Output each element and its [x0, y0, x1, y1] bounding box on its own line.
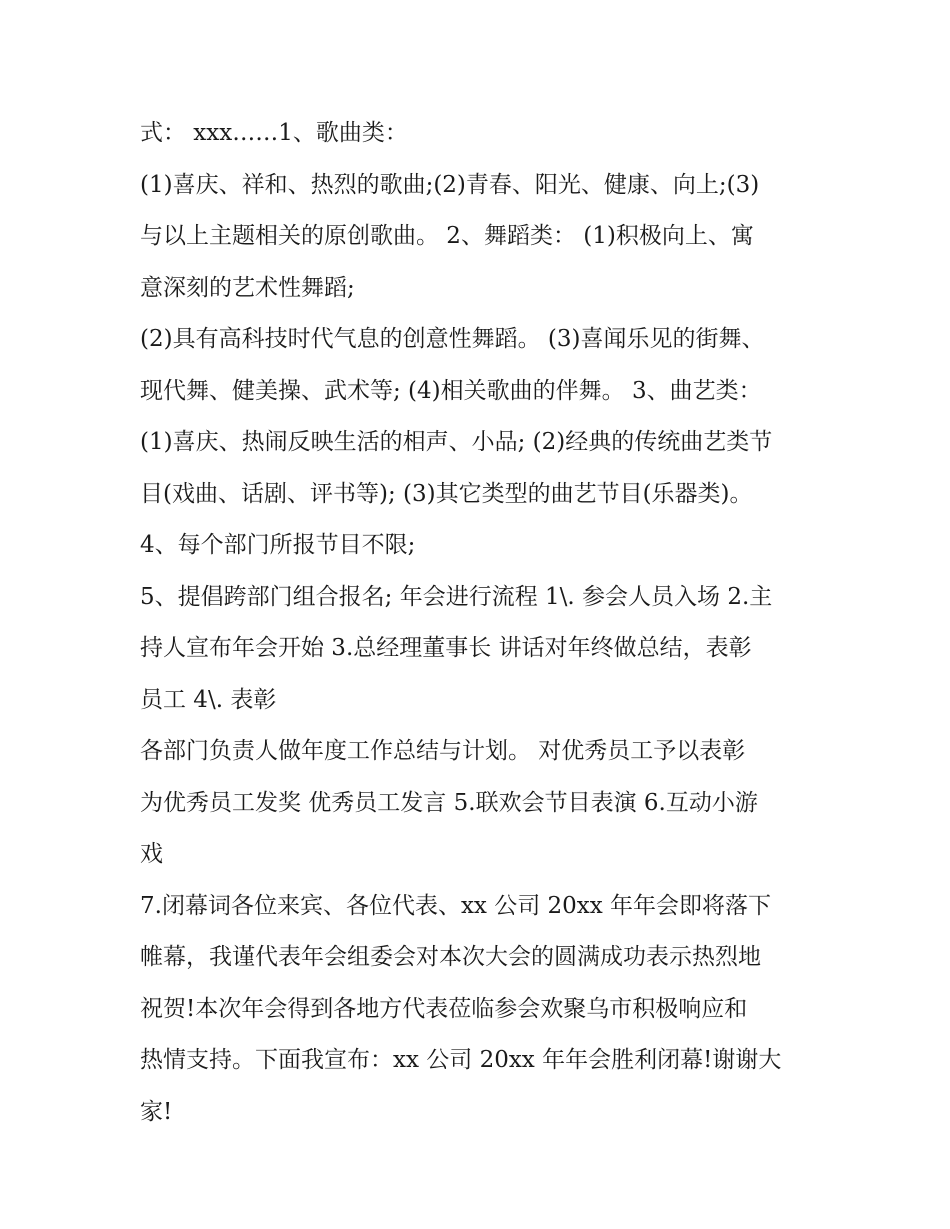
- text-line: 持人宣布年会开始 3.总经理董事长 讲话对年终做总结，表彰: [140, 635, 752, 661]
- text-line: 热情支持。下面我宣布：xx 公司 20xx 年年会胜利闭幕!谢谢大: [140, 1047, 782, 1073]
- text-line: 戏: [140, 841, 163, 867]
- text-line: (2)具有高科技时代气息的创意性舞蹈。 (3)喜闻乐见的街舞、: [140, 326, 765, 352]
- text-line: 现代舞、健美操、武术等; (4)相关歌曲的伴舞。 3、曲艺类：: [140, 377, 762, 404]
- document-body: [140, 108, 820, 1138]
- text-line: 与以上主题相关的原创歌曲。 2、舞蹈类： (1)积极向上、寓: [140, 223, 754, 249]
- text-line: 祝贺!本次年会得到各地方代表莅临参会欢聚乌市积极响应和: [140, 995, 748, 1022]
- text-line: 目(戏曲、话剧、评书等); (3)其它类型的曲艺节目(乐器类)。: [140, 480, 753, 507]
- text-line: 员工 4\. 表彰: [140, 686, 277, 713]
- text-line: 式： xxx……1、歌曲类：: [140, 120, 408, 146]
- text-line: 为优秀员工发奖 优秀员工发言 5.联欢会节目表演 6.互动小游: [140, 789, 758, 816]
- text-line: (1)喜庆、热闹反映生活的相声、小品; (2)经典的传统曲艺类节: [140, 429, 773, 455]
- text-line: (1)喜庆、祥和、热烈的歌曲;(2)青春、阳光、健康、向上;(3): [140, 171, 760, 198]
- text-line: 5、提倡跨部门组合报名; 年会进行流程 1\. 参会人员入场 2.主: [140, 583, 773, 610]
- text-line: 4、每个部门所报节目不限;: [140, 532, 416, 558]
- text-line: 帷幕，我谨代表年会组委会对本次大会的圆满成功表示热烈地: [140, 944, 761, 970]
- text-line: 7.闭幕词各位来宾、各位代表、xx 公司 20xx 年年会即将落下: [140, 892, 772, 919]
- text-line: 家!: [140, 1098, 173, 1125]
- text-line: 意深刻的艺术性舞蹈;: [140, 274, 355, 301]
- text-line: 各部门负责人做年度工作总结与计划。 对优秀员工予以表彰: [140, 738, 746, 764]
